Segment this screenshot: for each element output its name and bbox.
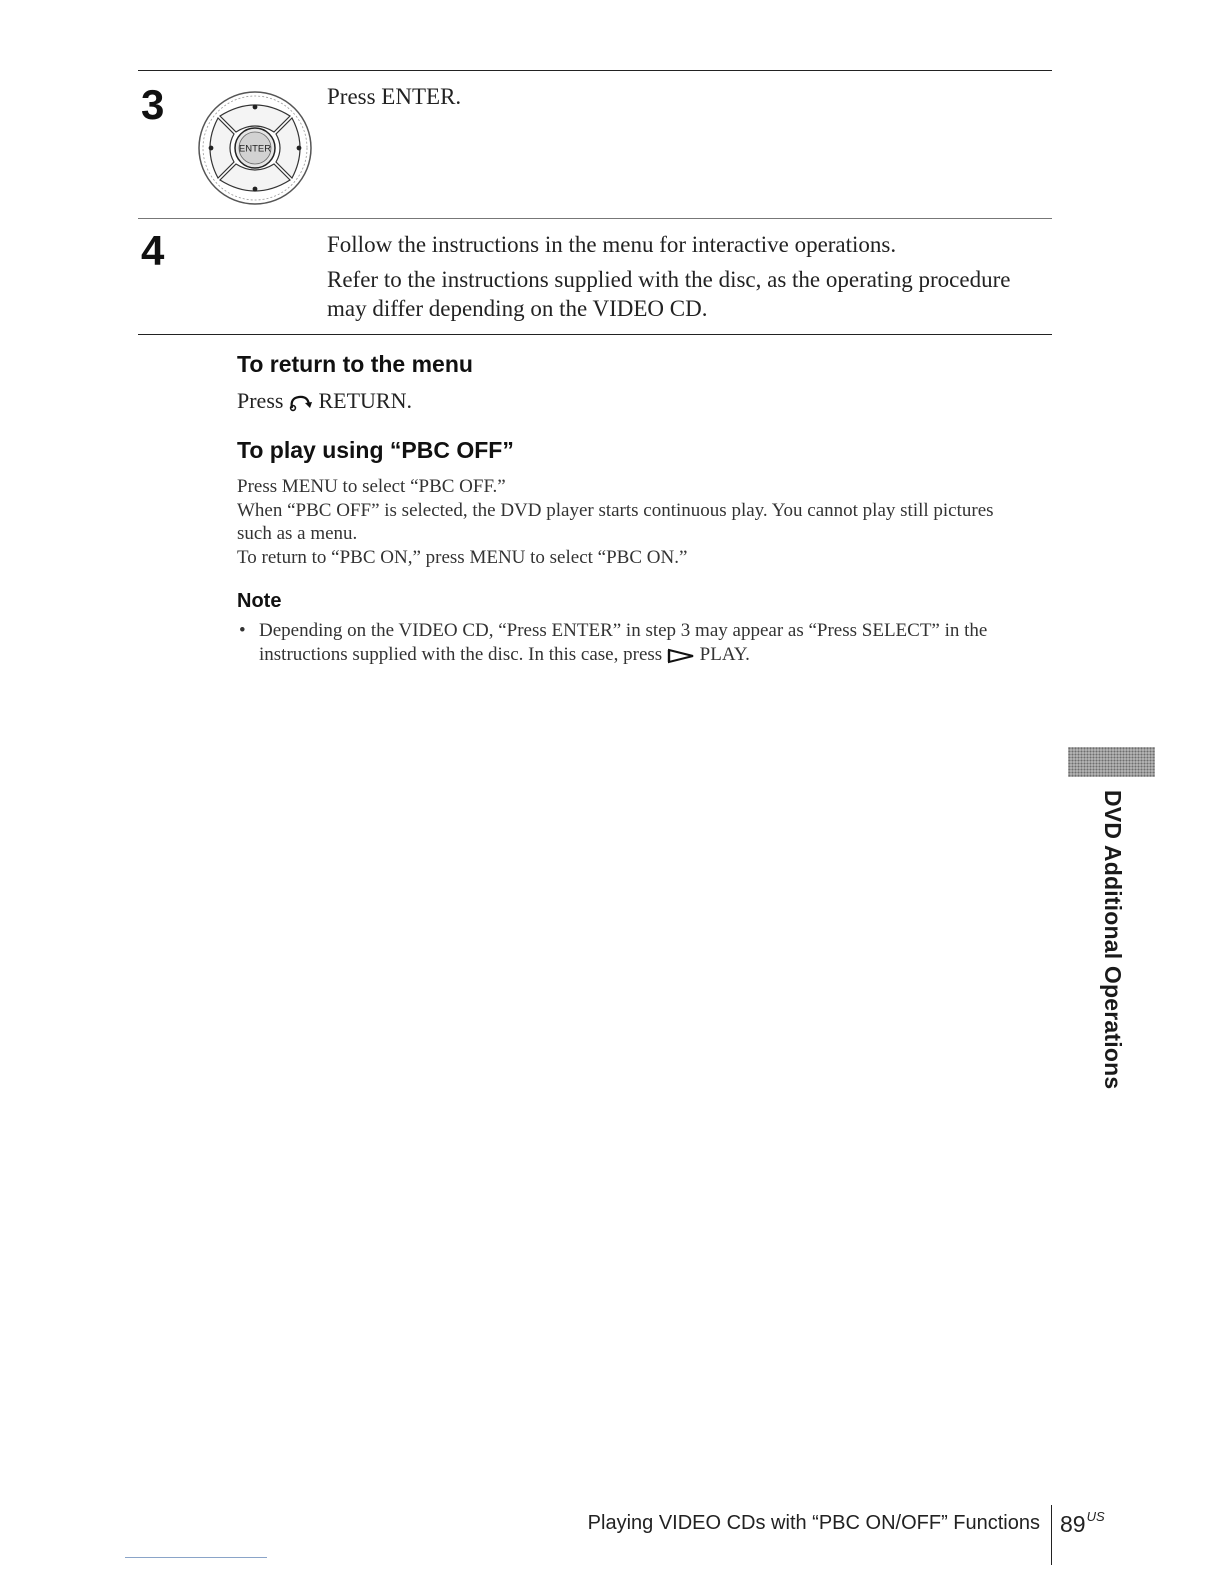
note-text-before: Depending on the VIDEO CD, “Press ENTER” in step 3 may appear as “Press SELECT” in the instructions supplied with the disc. In this case, press xyxy=(259,620,988,665)
note-heading: Note xyxy=(237,590,282,612)
note-text-after: PLAY. xyxy=(699,644,750,665)
step-number: 3 xyxy=(141,81,165,128)
footer-section-title: Playing VIDEO CDs with “PBC ON/OFF” Functions xyxy=(587,1512,1040,1534)
corner-rule xyxy=(125,1557,267,1558)
remote-dpad-enter-icon xyxy=(196,86,314,210)
play-icon xyxy=(667,648,695,664)
pbc-off-heading: To play using “PBC OFF” xyxy=(237,437,514,463)
side-tab-label: DVD Additional Operations xyxy=(1100,790,1126,1090)
steps-bottom-rule xyxy=(138,334,1052,335)
pbc-off-line-1: Press MENU to select “PBC OFF.” xyxy=(237,476,506,497)
pbc-off-line-2: When “PBC OFF” is selected, the DVD player starts continuous play. You cannot play still pictures such as a menu. xyxy=(237,500,994,544)
return-menu-text-before: Press xyxy=(237,388,284,413)
top-rule xyxy=(138,70,1052,71)
step-4-instruction: Follow the instructions in the menu for interactive operations. xyxy=(327,232,897,257)
pbc-off-line-3: To return to “PBC ON,” press MENU to select “PBC ON.” xyxy=(237,547,688,568)
step-3-instruction: Press ENTER. xyxy=(327,84,462,109)
footer-divider xyxy=(1051,1505,1052,1565)
page-number-suffix: US xyxy=(1086,1509,1105,1524)
step-number: 4 xyxy=(141,227,165,274)
return-menu-heading: To return to the menu xyxy=(237,351,473,377)
return-menu-text-after: RETURN. xyxy=(318,388,412,413)
enter-button-label: ENTER xyxy=(238,143,272,155)
side-tab-marker xyxy=(1068,747,1155,777)
note-bullet: • xyxy=(239,620,246,641)
note-item xyxy=(237,619,1047,667)
return-menu-instruction xyxy=(237,386,957,415)
return-icon xyxy=(289,394,313,412)
page-number-value: 89 xyxy=(1060,1511,1086,1537)
step-4-detail: Refer to the instructions supplied with the disc, as the operating procedure may differ depending on the VIDEO CD. xyxy=(327,267,1011,321)
page-number xyxy=(1060,1511,1105,1538)
step-divider xyxy=(138,218,1052,219)
